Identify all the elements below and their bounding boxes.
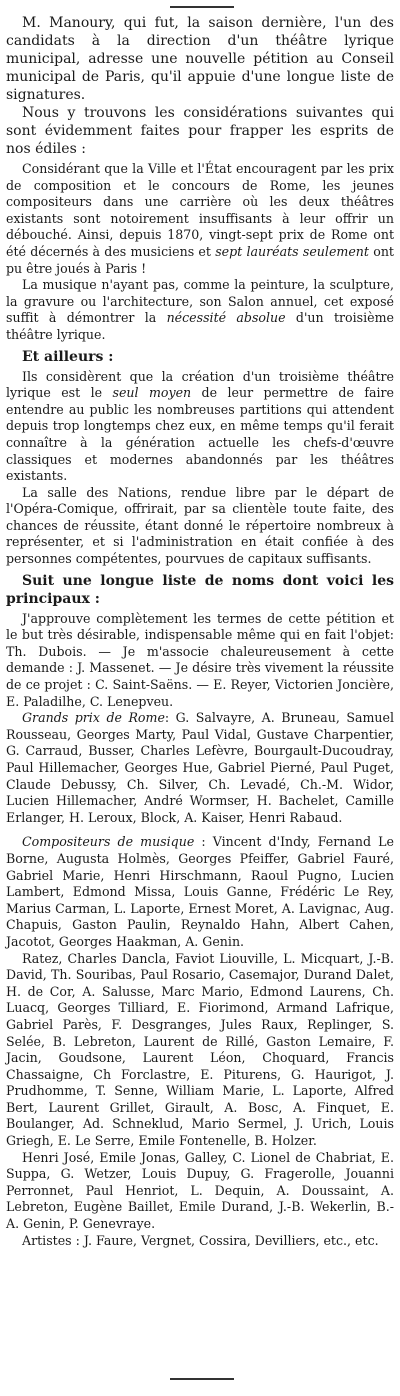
quote-seul-moyen xyxy=(6,369,394,485)
article-column xyxy=(6,14,394,1249)
list-compositeurs xyxy=(6,834,394,950)
quote-text: de leur permettre de faire entendre au public les nombreuses partitions qui attendent depuis trop longtemps chez eux, en même temps qu'il ferait connaître à la génération actuelle les chefs-d'œuvre classiques et modernes abandonnés par les théâtres existants. xyxy=(6,385,394,484)
quote-text: ont pu être joués à Paris ! xyxy=(6,243,394,276)
emphasis-text: sept lauréats seulement xyxy=(215,243,369,259)
list-grands-prix-de-rome xyxy=(6,710,394,826)
quote-prix-de-rome xyxy=(6,161,394,277)
quote-text: Considérant que la Ville et l'État encouragent par les prix de composition et le concours de Rome, les jeunes compositeurs dans une carrière où les deux théâtres existants sont notoirement insuffisants à leur offrir un débouché. Ainsi, depuis 1870, vingt-sept prix de Rome ont été décernés à des musiciens et xyxy=(6,161,394,259)
list-compositeurs-final: Henri José, Emile Jonas, Galley, C. Lionel de Chabriat, E. Suppa, G. Wetzer, Louis Dupuy, G. Fragerolle, Jouanni Perronnet, Paul Henriot, L. Dequin, A. Doussaint, A. Lebreton, Eugène Baillet, Emile Durand, J.-B. Wekerlin, B.-A. Genin, P. Genevraye. xyxy=(6,1149,394,1232)
list-names: : G. Salvayre, A. Bruneau, Samuel Rousseau, Georges Marty, Paul Vidal, Gustave Charpentier, G. Carraud, Busser, Charles Lefèvre, Bourgault-Ducoudray, Paul Hillemacher, Georges Hue, Gabriel Pierné, Paul Puget, Claude Debussy, Ch. Silver, Ch. Levadé, Ch.-M. Widor, Lucien Hillemacher, André Wormser, H. Bachelet, Camille Erlanger, H. Leroux, Block, A. Kaiser, Henri Rabaud. xyxy=(6,710,395,825)
bottom-divider xyxy=(170,1378,234,1380)
quote-salle-des-nations: La salle des Nations, rendue libre par le départ de l'Opéra-Comique, offrirait, par sa clientèle toute faite, des chances de réussite, étant donné le répertoire nombreux à représenter, et si l'administration en était confiée à des personnes compétentes, pourvues de capitaux suffisants. xyxy=(6,484,394,567)
list-label: Grands prix de Rome xyxy=(22,710,165,726)
signatures-principales: J'approuve complètement les termes de cette pétition et le but très désirable, indispensable même qui en fait l'objet: Th. Dubois. — Je m'associe chaleureusement à cette demande : J. Massenet. — Je désire très vivement la réussite de ce projet : C. Saint-Saëns. — E. Reyer, Victorien Joncière, E. Paladilhe, C. Lenepveu. xyxy=(6,610,394,709)
emphasis-text: nécessité absolue xyxy=(166,310,286,326)
list-names: : Vincent d'Indy, Fernand Le Borne, Augusta Holmès, Georges Pfeiffer, Gabriel Fauré, Gabriel Marie, Henri Hirschmann, Raoul Pugno, Lucien Lambert, Edmond Missa, Louis Ganne, Frédéric Le Rey, Marius Carman, L. Laporte, Ernest Moret, A. Lavignac, Aug. Chapuis, Gaston Paulin, Reynaldo Hahn, Albert Cahen, Jacotot, Georges Haakman, A. Genin. xyxy=(6,834,394,949)
list-artistes: Artistes : J. Faure, Vergnet, Cossira, Devilliers, etc., etc. xyxy=(22,1232,379,1248)
quote-text: d'un troisième théâtre lyrique. xyxy=(6,310,394,342)
paragraph-considerations: Nous y trouvons les considérations suivantes qui sont évidemment faites pour frapper les esprits de nos édiles : xyxy=(6,105,394,157)
heading-liste-de-noms: Suit une longue liste de noms dont voici les principaux : xyxy=(6,572,394,607)
spacer xyxy=(6,830,394,831)
quote-text: Ils considèrent que la création d'un troisième théâtre lyrique est le xyxy=(6,368,394,401)
emphasis-text: seul moyen xyxy=(112,385,192,401)
heading-et-ailleurs: Et ailleurs : xyxy=(22,348,114,365)
list-compositeurs-continued: Ratez, Charles Dancla, Faviot Liouville, L. Micquart, J.-B. David, Th. Souribas, Paul Rosario, Casemajor, Durand Dalet, H. de Cor, A. Salusse, Marc Mario, Edmond Laurens, Ch. Luacq, Georges Tilliard, E. Fiorimond, Armand Lafrique, Gabriel Parès, F. Desgranges, Jules Raux, Replinger, S. Selée, B. Lebreton, Laurent de Rillé, Gaston Lemaire, F. Jacin, Goudsone, Laurent Léon, Choquard, Francis Chassaigne, Ch Forclastre, E. Piturens, G. Haurigot, J. Prudhomme, T. Senne, William Marie, L. Laporte, Alfred Bert, Laurent Grillet, Girault, A. Bosc, A. Finquet, E. Boulanger, Ad. Schneklud, Mario Sermel, J. Urich, Louis Griegh, E. Le Serre, Emile Fontenelle, B. Holzer. xyxy=(6,950,394,1149)
top-divider xyxy=(170,6,234,8)
paragraph-intro: M. Manoury, qui fut, la saison dernière, l'un des candidats à la direction d'un théâtre lyrique municipal, adresse une nouvelle pétition au Conseil municipal de Paris, qu'il appuie d'une longue liste de signatures. xyxy=(6,15,394,103)
quote-salon-annuel xyxy=(6,277,394,343)
quote-text: La musique n'ayant pas, comme la peinture, la sculpture, la gravure ou l'architecture, son Salon annuel, cet exposé suffit à démontrer la xyxy=(6,277,394,326)
list-label: Compositeurs de musique xyxy=(22,834,195,850)
